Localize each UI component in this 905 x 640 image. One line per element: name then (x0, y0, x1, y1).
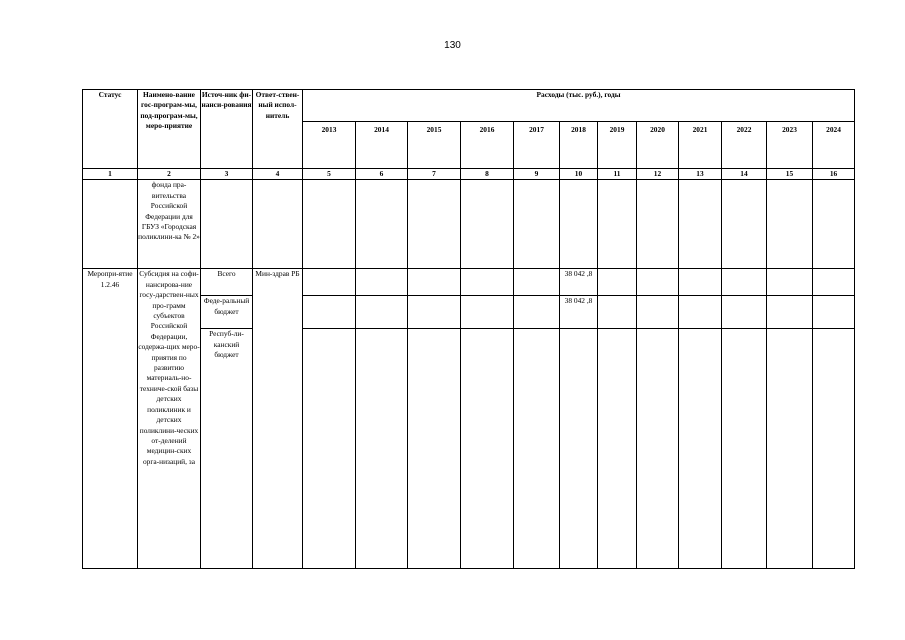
column-number: 2 (138, 169, 201, 180)
value-cell (408, 296, 461, 329)
source-cell (201, 180, 253, 269)
value-cell (461, 180, 514, 269)
page-number: 130 (444, 40, 461, 51)
value-cell (461, 296, 514, 329)
name-cell: Субсидия на софи-нансирова-ние госу-дарствен-ных про-грамм субъектов Российской Федерации, содержа-щих меро-приятия по развитию материаль-но-техниче-ской базы детских поликлиник и детских поликлини-ческих от-делений медицин-ских орга-низаций, за (138, 269, 201, 569)
column-number: 5 (303, 169, 356, 180)
value-cell (461, 329, 514, 569)
source-cell: Респуб-ли-канский бюджет (201, 329, 253, 569)
value-cell (767, 269, 813, 296)
value-cell: 38 042 ,8 (560, 296, 598, 329)
value-cell (637, 296, 679, 329)
column-number: 14 (722, 169, 767, 180)
column-number: 12 (637, 169, 679, 180)
executor-cell: Мин-здрав РБ (253, 269, 303, 569)
column-number: 3 (201, 169, 253, 180)
value-cell (813, 180, 855, 269)
year-header: 2024 (813, 122, 855, 169)
value-cell (722, 296, 767, 329)
source-cell: Всего (201, 269, 253, 296)
value-cell (598, 269, 637, 296)
value-cell (813, 296, 855, 329)
year-header: 2023 (767, 122, 813, 169)
year-header: 2014 (356, 122, 408, 169)
year-header: 2019 (598, 122, 637, 169)
value-cell (303, 269, 356, 296)
header-executor: Ответ-ствен-ный испол-нитель (253, 90, 303, 169)
column-number: 1 (83, 169, 138, 180)
header-status: Статус (83, 90, 138, 169)
value-cell (356, 329, 408, 569)
value-cell (560, 329, 598, 569)
name-cell: фонда пра-вительства Российской Федерации для ГБУЗ «Городская поликлини-ка № 2» (138, 180, 201, 269)
table-row (83, 269, 855, 296)
value-cell (598, 296, 637, 329)
column-number: 16 (813, 169, 855, 180)
value-cell (461, 269, 514, 296)
header-name: Наимено-вание гос-програм-мы, под-програм-мы, меро-приятие (138, 90, 201, 169)
value-cell (356, 269, 408, 296)
value-cell (679, 296, 722, 329)
value-cell (356, 180, 408, 269)
value-cell (679, 180, 722, 269)
header-expenses: Расходы (тыс. руб.), годы (303, 90, 855, 122)
year-header: 2015 (408, 122, 461, 169)
source-cell: Феде-ральный бюджет (201, 296, 253, 329)
year-header: 2017 (514, 122, 560, 169)
value-cell (679, 269, 722, 296)
column-number: 6 (356, 169, 408, 180)
value-cell: 38 042 ,8 (560, 269, 598, 296)
value-cell (303, 329, 356, 569)
year-header: 2020 (637, 122, 679, 169)
value-cell (514, 329, 560, 569)
value-cell (598, 180, 637, 269)
value-cell (637, 269, 679, 296)
value-cell (356, 296, 408, 329)
value-cell (514, 269, 560, 296)
value-cell (722, 180, 767, 269)
value-cell (722, 329, 767, 569)
year-header: 2021 (679, 122, 722, 169)
value-cell (598, 329, 637, 569)
column-numbers-row (83, 169, 855, 180)
year-header: 2016 (461, 122, 514, 169)
executor-cell (253, 180, 303, 269)
value-cell (303, 296, 356, 329)
value-cell (679, 329, 722, 569)
column-number: 7 (408, 169, 461, 180)
value-cell (408, 329, 461, 569)
value-cell (560, 180, 598, 269)
column-number: 13 (679, 169, 722, 180)
value-cell (813, 329, 855, 569)
column-number: 11 (598, 169, 637, 180)
value-cell (722, 269, 767, 296)
table-row (83, 180, 855, 269)
year-header: 2022 (722, 122, 767, 169)
column-number: 15 (767, 169, 813, 180)
year-header: 2013 (303, 122, 356, 169)
value-cell (767, 296, 813, 329)
status-cell: Меропри-ятие 1.2.46 (83, 269, 138, 569)
header-source: Источ-ник фи-нанси-рования (201, 90, 253, 169)
column-number: 9 (514, 169, 560, 180)
value-cell (514, 180, 560, 269)
value-cell (303, 180, 356, 269)
value-cell (813, 269, 855, 296)
value-cell (408, 269, 461, 296)
value-cell (767, 329, 813, 569)
value-cell (408, 180, 461, 269)
year-header: 2018 (560, 122, 598, 169)
value-cell (514, 296, 560, 329)
column-number: 10 (560, 169, 598, 180)
column-number: 8 (461, 169, 514, 180)
value-cell (767, 180, 813, 269)
budget-table (82, 89, 855, 569)
value-cell (637, 180, 679, 269)
status-cell (83, 180, 138, 269)
value-cell (637, 329, 679, 569)
column-number: 4 (253, 169, 303, 180)
